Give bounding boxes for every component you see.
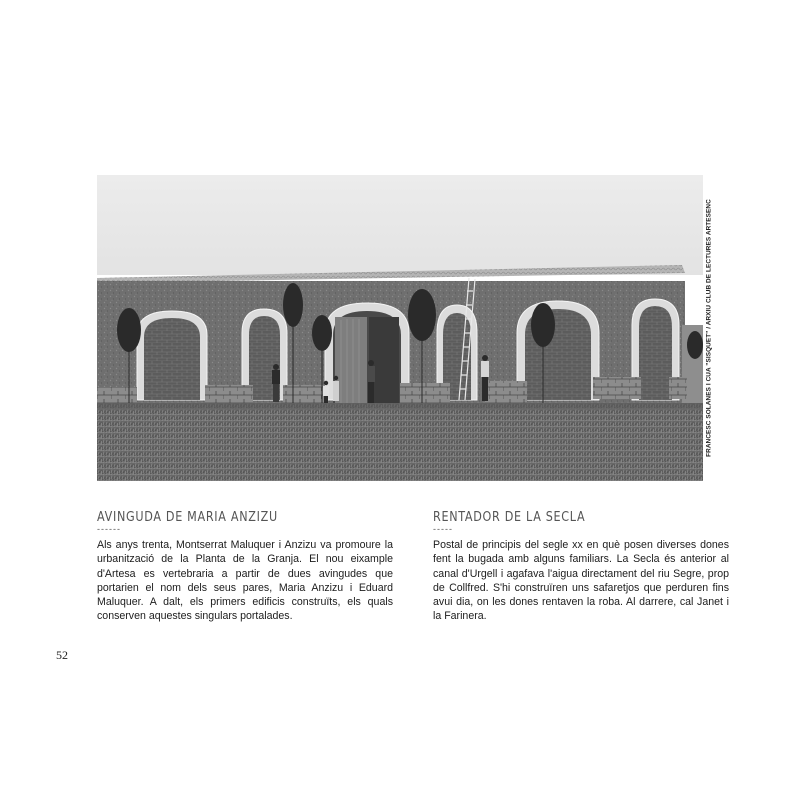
- article-title: RENTADOR DE LA SECLA: [433, 510, 586, 525]
- title-divider: -----: [433, 524, 453, 534]
- photo-credit: [702, 175, 716, 481]
- article-title: AVINGUDA DE MARIA ANZIZU: [97, 510, 278, 525]
- article-rentador-de-la-secla: [433, 510, 729, 624]
- article-body: Als anys trenta, Montserrat Maluquer i Anzizu va promoure la urbanització de la Planta de la Granja. El nou eixample d'Artesa es vertebraria a partir de dues avingudes que portarien el nom dels seus pares, Maria Anzizu i Eduard Maluquer. A dalt, els primers edificis construïts, els quals conserven aquestes singulars portalades.: [97, 539, 393, 623]
- page-number: 52: [56, 648, 68, 662]
- historical-photo: [97, 175, 703, 481]
- article-avinguda-maria-anzizu: [97, 510, 393, 624]
- title-divider: ------: [97, 524, 121, 534]
- article-body: Postal de principis del segle xx en què posen diverses dones fent la bugada amb alguns familiars. La Secla és anterior al canal d'Urgell i agafava l'aigua directament del riu Segre, prop de Collfred. S'hi construïren uns safaretjos que perduren fins avui dia, on les dones rentaven la roba. Al darrere, cal Janet i la Farinera.: [433, 539, 729, 623]
- photo-credit-text: FRANCESC SOLANES I CUA "SISQUET" / ARXIU CLUB DE LECTURES ARTESENC: [705, 199, 713, 457]
